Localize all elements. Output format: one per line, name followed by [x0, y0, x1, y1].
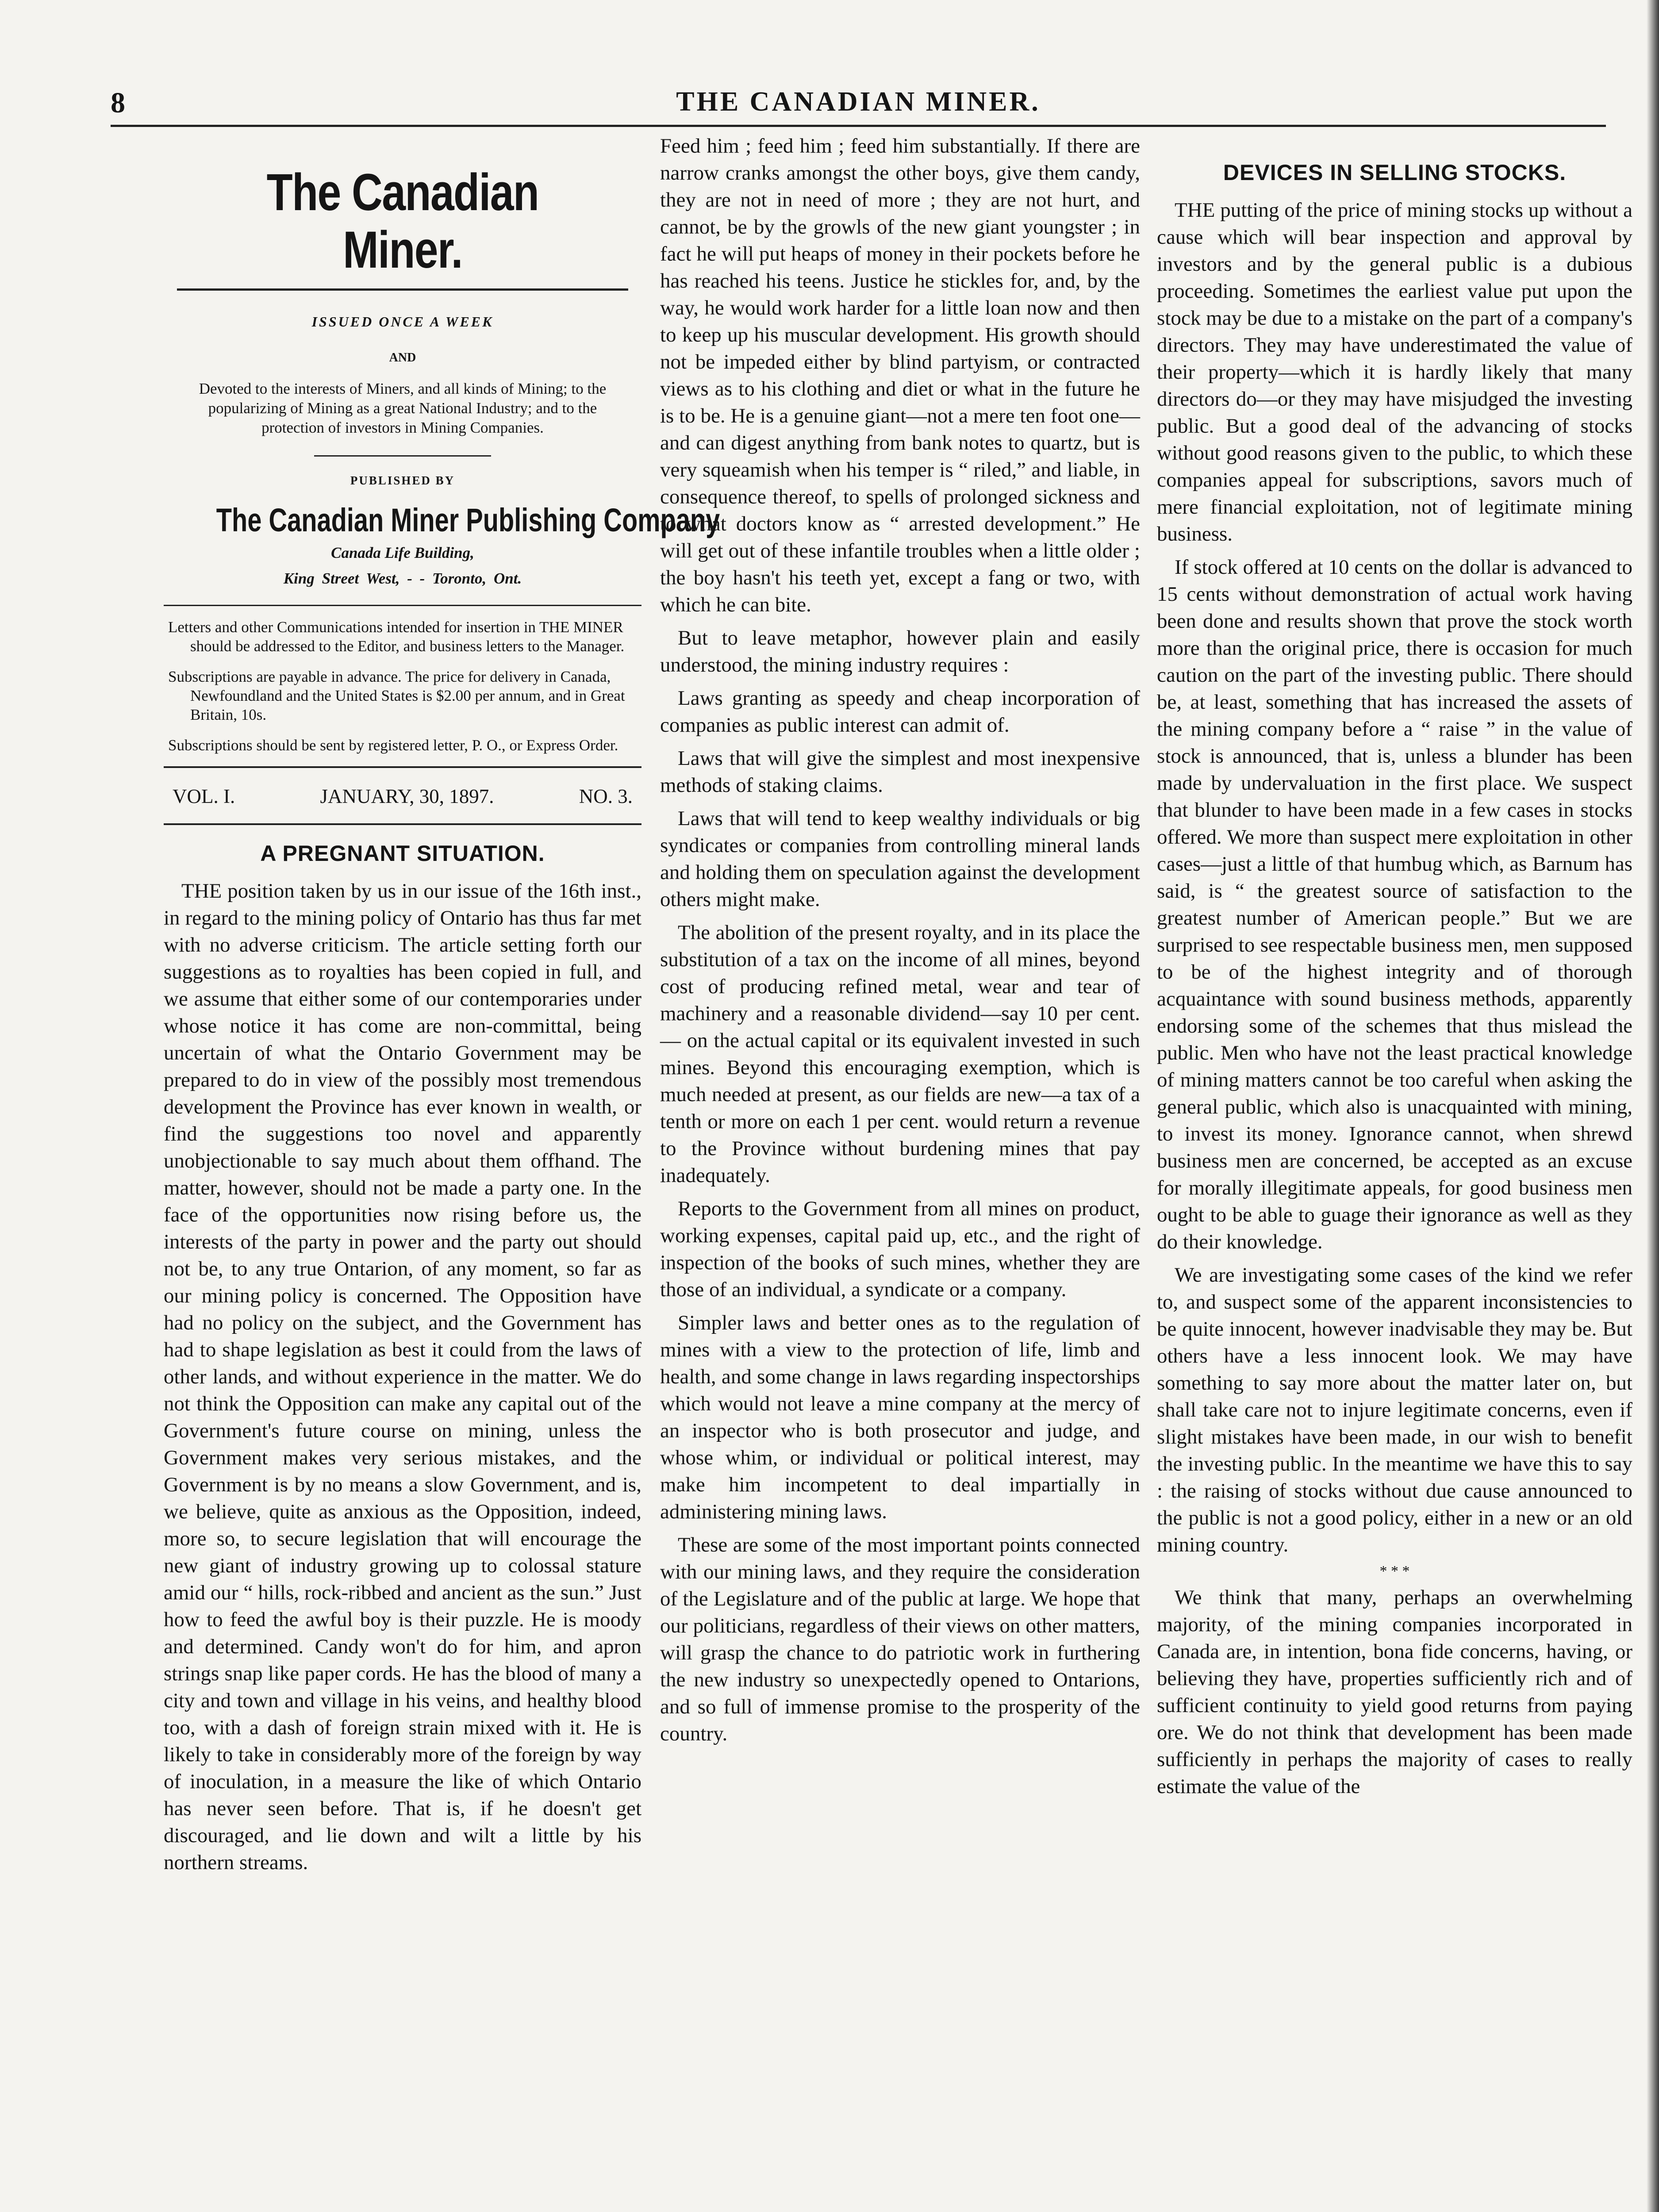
devoted-statement: Devoted to the interests of Miners, and all kinds of Mining; to the popularizing of Mining as a great National Industry; and to the protection of investors in Mining Companies.	[199, 380, 607, 436]
article-paragraph: THE putting of the price of mining stocks up without a cause which will bear inspection and approval by investors and by the general public is a dubious proceeding. Sometimes the earliest value put upon the stock may be due to a mistake on the part of a company's directors. They may have underestimated the value of their property—which it is hardly likely that many directors do—or they may have misjudged the investing public. But a good deal of the advancing of stocks without good reasons given to the public, to which these companies appeal for subscriptions, savors much of mere financial exploitation, not of legitimate mining business.	[1157, 199, 1632, 545]
notices-rule	[164, 605, 641, 606]
and-line: AND	[389, 351, 416, 365]
column-1	[164, 133, 720, 1882]
requirement-item: Laws granting as speedy and cheap incorporation of companies as public interest can admit of.	[660, 687, 1140, 737]
issued-line: ISSUED ONCE A WEEK	[311, 314, 494, 330]
article-paragraph: But to leave metaphor, however plain and easily understood, the mining industry requires :	[660, 626, 1140, 676]
masthead-rule	[177, 288, 628, 291]
binding-edge	[1647, 0, 1659, 2212]
article-paragraph: We think that many, perhaps an overwhelming majority, of the mining companies incorporated in Canada are, in intention, bona fide concerns, having, or believing they have, properties sufficiently rich and of sufficient continuity to yield good returns from paying ore. We do not think that development has been made sufficiently in perhaps the majority of cases to really estimate the value of the	[1157, 1586, 1632, 1798]
issue-date: JANUARY, 30, 1897.	[320, 785, 494, 807]
requirement-item: Reports to the Government from all mines on product, working expenses, capital paid up, etc., and the right of inspection of the books of such mines, whether they are those of an individual, a syndicate or a company.	[660, 1197, 1140, 1301]
running-header	[111, 86, 1606, 122]
publisher-name: The Canadian Miner Publishing Company	[216, 502, 720, 538]
page-number: 8	[111, 87, 125, 119]
masthead-title: The Canadian Miner.	[266, 163, 539, 279]
volume: VOL. I.	[173, 785, 235, 807]
article-paragraph: We are investigating some cases of the kind we refer to, and suspect some of the apparent inconsistencies to be quite innocent, however inadvisable they may be. But others have a less innocent look. We may have something to say more about the matter later on, but shall take care not to injure legitimate concerns, even if slight mistakes have been made, in our wish to benefit the investing public. In the meantime we have this to say : the raising of stocks without due cause announced to the public is not a good policy, either in a new or an old mining country.	[1157, 1263, 1632, 1556]
article-paragraph: If stock offered at 10 cents on the dollar is advanced to 15 cents without demonstration of actual work having been done and results shown that prove the stock worth more than the original price, there is occasion for much caution on the part of the investing public. There should be, at least, something that has increased the assets of the mining company before a “ raise ” in the value of stock is announced, that is, unless a blunder has been made by undervaluation in the first place. We suspect that blunder to have been made in a few cases in stocks offered. We more than suspect mere exploitation in other cases—just a little of that humbug which, as Barnum has said, is “ the greatest source of satisfaction to the greatest number of American people.” But we are surprised to see respectable business men, men supposed to be of the highest integrity and of thorough acquaintance with sound business methods, apparently endorsing some of the schemes that thus mislead the public. Men who have not the least practical knowledge of mining matters cannot be too careful when asking the general public, which also is unacquainted with mining, to invest its money. Ignorance cannot, when shrewd business men are concerned, be accepted as an excuse for morally illegitimate appeals, for good business men ought to be able to guage their ignorance as well as they do their knowledge.	[1157, 556, 1632, 1253]
article-heading-devices-selling-stocks: DEVICES IN SELLING STOCKS.	[1223, 160, 1567, 185]
publisher-building: Canada Life Building,	[331, 544, 474, 561]
header-rule	[111, 125, 1606, 127]
publisher-street: King Street West, - - Toronto, Ont.	[283, 570, 522, 587]
requirement-item: Simpler laws and better ones as to the regulation of mines with a view to the protection of life, limb and health, and some change in laws regarding inspectorships which would not leave a mine company at the mercy of an inspector who is both prosecutor and judge, and whose whim, or individual or political interest, may make him incompetent to deal impartially in administering mining laws.	[660, 1311, 1140, 1523]
column-3	[1157, 133, 1632, 1806]
short-rule	[314, 455, 491, 457]
vol-rule-top	[164, 766, 641, 768]
vol-rule-bottom	[164, 823, 641, 825]
requirement-item: Laws that will tend to keep wealthy individuals or big syndicates or companies from controlling mineral lands and holding them on speculation against the development others might make.	[660, 807, 1140, 911]
notice-letters: Letters and other Communications intended for insertion in THE MINER should be addressed to the Editor, and business letters to the Manager.	[168, 618, 625, 655]
issue-number: NO. 3.	[579, 785, 633, 807]
published-by: PUBLISHED BY	[350, 474, 455, 487]
article-paragraph: THE position taken by us in our issue of the 16th inst., in regard to the mining policy of Ontario has thus far met with no adverse criticism. The article setting forth our suggestions as to royalties has been copied in full, and we assume that either some of our contemporaries under whose notice it has come are non-committal, being uncertain of what the Ontario Government may be prepared to do in view of the possibly most tremendous development the Province has ever known in wealth, or find the suggestions too novel and apparently unobjectionable to say much about them offhand. The matter, however, should not be made a party one. In the face of the opportunities now rising before us, the interests of the party in power and the party out should not be, to any true Ontarion, of any moment, so far as our mining policy is concerned. The Opposition have had no policy on the subject, and the Government has had to shape legislation as best it could from the laws of other lands, and without experience in the matter. We do not think the Opposition can make any capital out of the Government's future course on mining, unless the Government makes very serious mistakes, and the Government is by no means a slow Government, and is, we believe, quite as anxious as the Opposition, indeed, more so, to secure legislation that will encourage the new giant of industry growing up to colossal stature amid our “ hills, rock-ribbed and ancient as the sun.” Just how to feed the awful boy is their puzzle. He is moody and determined. Candy won't do for him, and apron strings snap like paper cords. He has the blood of many a city and town and village in his veins, and healthy blood too, with a dash of foreign strain mixed with it. He is likely to take in considerably more of the foreign by way of inoculation, in a measure the like of which Ontario has never seen before. That is, if he doesn't get discouraged, and lie down and wilt a little by his northern streams.	[164, 879, 641, 1874]
article-heading-pregnant-situation: A PREGNANT SITUATION.	[260, 841, 545, 866]
column-2	[660, 133, 1140, 1754]
requirement-item: The abolition of the present royalty, and in its place the substitution of a tax on the income of all mines, beyond cost of producing refined metal, wear and tear of machinery and a reasonable dividend—say 10 per cent.— on the actual capital or its equivalent invested in such mines. Beyond this encouraging exemption, which is much needed at present, as our fields are new—a tax of a tenth or more on each 1 per cent. would return a revenue to the Province without burdening mines that pay inadequately.	[660, 921, 1140, 1187]
notice-subscriptions-price: Subscriptions are payable in advance. The price for delivery in Canada, Newfoundland and the United States is $2.00 per annum, and in Great Britain, 10s.	[168, 668, 625, 723]
volume-line	[173, 783, 633, 810]
notice-subscriptions-method: Subscriptions should be sent by registered letter, P. O., or Express Order.	[168, 737, 618, 754]
article-paragraph: These are some of the most important points connected with our mining laws, and they require the consideration of the Legislature and of the public at large. We hope that our politicians, regardless of their views on other matters, will grasp the chance to do patriotic work in furthering the new industry so unexpectedly opened to Ontarions, and so full of immense promise to the prosperity of the country.	[660, 1533, 1140, 1745]
requirement-item: Laws that will give the simplest and most inexpensive methods of staking claims.	[660, 747, 1140, 797]
asterism: * * *	[1379, 1563, 1410, 1579]
running-title: THE CANADIAN MINER.	[676, 87, 1041, 117]
article-paragraph: Feed him ; feed him ; feed him substantially. If there are narrow cranks amongst the other boys, give them candy, they are not in need of more ; they are not hurt, and cannot, be by the growls of the new giant youngster ; in fact he will put heaps of money in their pockets before he has reached his teens. Justice he stickles for, and, by the way, he would work harder for a little loan now and then to keep up his muscular development. His growth should not be impeded either by blind partyism, or contracted views as to his clothing and diet or what in the future he is to be. He is a genuine giant—not a mere ten foot one—and can digest anything from bank notes to quartz, but is very squeamish when his temper is “ riled,” and liable, in consequence thereof, to spells of prolonged sickness and to what doctors know as “ arrested development.” He will get out of these infantile troubles when a little older ; the boy hasn't his teeth yet, except a fang or two, with which he can bite.	[660, 134, 1140, 616]
